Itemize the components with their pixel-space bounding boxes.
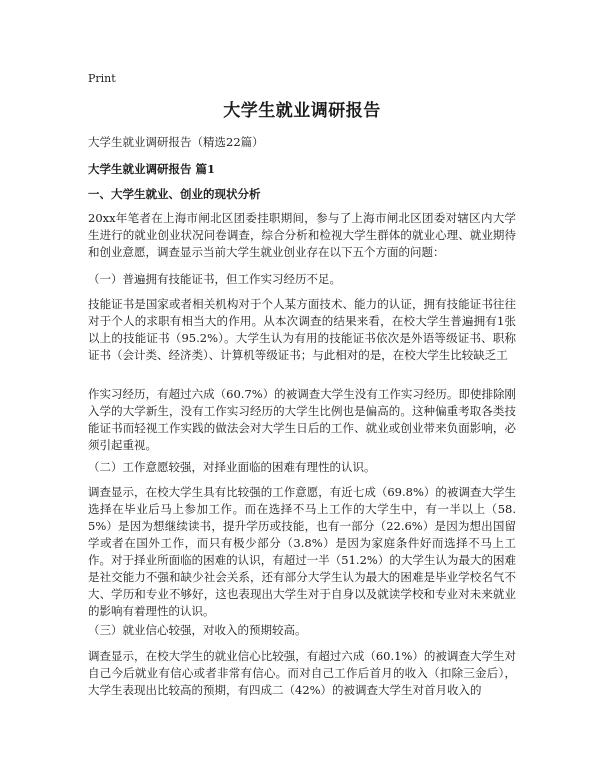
paragraph-1b: 作实习经历，有超过六成（60.7%）的被调查大学生没有工作实习经历。即使排除刚入学的大学新生，没有工作实习经历的大学生比例也是偏高的。这种偏重考取各类技能证书而轻视工作实践的做法会对大学生日后的工作、就业或创业带来负面影响，必须引起重视。	[88, 387, 516, 452]
section-heading: 一、大学生就业、创业的现状分析	[88, 187, 261, 201]
paragraph-2: 调查显示，在校大学生具有比较强的工作意愿，有近七成（69.8%）的被调查大学生选择在毕业后马上参加工作。而在选择不马上工作的大学生中，有一半以上（58.5%）是因为想继续读书，提升学历或技能，也有一部分（22.6%）是因为想出国留学或者在国外工作，而只有极少部分（3.8%）是因为家庭条件好而选择不马上工作。对于择业所面临的困难的认识，有超过一半（51.2%）的大学生认为最大的困难是社交能力不强和缺少社会关系，还有部分大学生认为最大的困难是毕业学校名气不大、学历和专业不够好，这也表现出大学生对于自身以及就读学校和专业对未来就业的影响有着理性的认识。	[88, 485, 516, 618]
paragraph-3: 调查显示，在校大学生的就业信心比较强，有超过六成（60.1%）的被调查大学生对自己今后就业有信心或者非常有信心。而对自己工作后首月的收入（扣除三金后），大学生表现出比较高的预期，有四成二（42%）的被调查大学生对首月收入的	[88, 649, 516, 697]
article-heading: 大学生就业调研报告 篇1	[88, 162, 216, 176]
paragraph-1a: 技能证书是国家或者相关机构对于个人某方面技术、能力的认证，拥有技能证书往往对于个人的求职有相当大的作用。从本次调查的结果来看，在校大学生普遍拥有1张以上的技能证书（95.2%）。大学生认为有用的技能证书依次是外语等级证书、职称证书（会计类、经济类）、计算机等级证书；与此相对的是，在校大学生比较缺乏工	[88, 297, 516, 362]
page-title: 大学生就业调研报告	[223, 101, 381, 121]
subheading-2: （二）工作意愿较强，对择业面临的困难有理性的认识。	[88, 460, 376, 474]
intro-paragraph: 20xx年笔者在上海市闸北区团委挂职期间，参与了上海市闸北区团委对辖区内大学生进行的就业创业状况问卷调查，综合分析和检视大学生群体的就业心理、就业期待和创业意愿，调查显示当前大学生就业创业存在以下五个方面的问题：	[88, 211, 516, 259]
subheading-3: （三）就业信心较强，对收入的预期较高。	[88, 623, 307, 637]
print-link[interactable]: Print	[88, 72, 116, 85]
subheading-1: （一）普遍拥有技能证书，但工作实习经历不足。	[88, 272, 341, 286]
document-subtitle: 大学生就业调研报告（精选22篇）	[88, 135, 264, 149]
